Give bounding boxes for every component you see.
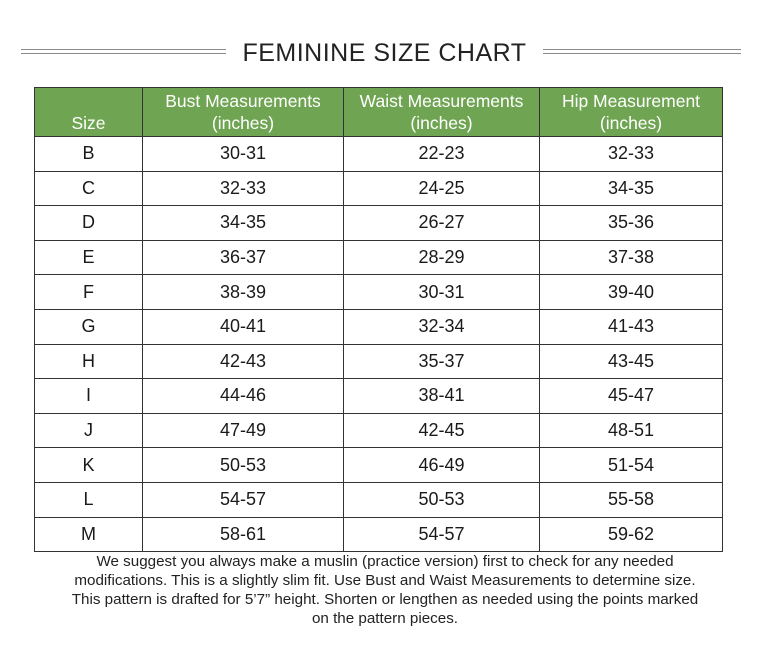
header-waist-line2: (inches) (410, 113, 473, 133)
title-rule-left (21, 49, 226, 54)
bust-cell: 47-49 (143, 413, 344, 448)
table-header-row (35, 88, 723, 137)
waist-cell: 22-23 (344, 137, 540, 172)
bust-cell: 34-35 (143, 206, 344, 241)
bust-cell: 40-41 (143, 309, 344, 344)
size-cell: H (35, 344, 143, 379)
size-cell: K (35, 448, 143, 483)
header-waist (344, 88, 540, 137)
hip-cell: 51-54 (540, 448, 723, 483)
waist-cell: 24-25 (344, 171, 540, 206)
size-cell: L (35, 482, 143, 517)
bust-cell: 50-53 (143, 448, 344, 483)
size-cell: F (35, 275, 143, 310)
size-cell: J (35, 413, 143, 448)
hip-cell: 35-36 (540, 206, 723, 241)
header-hip (540, 88, 723, 137)
hip-cell: 59-62 (540, 517, 723, 552)
header-hip-line2: (inches) (599, 113, 663, 133)
table-row (35, 448, 723, 483)
waist-cell: 26-27 (344, 206, 540, 241)
waist-cell: 50-53 (344, 482, 540, 517)
header-bust-line1: Bust Measurements (165, 91, 321, 111)
table-row (35, 171, 723, 206)
bust-cell: 42-43 (143, 344, 344, 379)
bust-cell: 30-31 (143, 137, 344, 172)
waist-cell: 38-41 (344, 379, 540, 414)
hip-cell: 48-51 (540, 413, 723, 448)
bust-cell: 54-57 (143, 482, 344, 517)
header-hip-line1: Hip Measurement (561, 91, 701, 111)
hip-cell: 43-45 (540, 344, 723, 379)
hip-cell: 39-40 (540, 275, 723, 310)
header-bust (143, 88, 344, 137)
waist-cell: 32-34 (344, 309, 540, 344)
hip-cell: 37-38 (540, 240, 723, 275)
fit-note-line: modifications. This is a slightly slim fit. Use Bust and Waist Measurements to determine size. (74, 572, 696, 589)
fit-note-line: We suggest you always make a muslin (practice version) first to check for any needed (96, 553, 674, 570)
table-row (35, 309, 723, 344)
table-body (35, 137, 723, 552)
hip-cell: 55-58 (540, 482, 723, 517)
page-title: FEMININE SIZE CHART (242, 39, 527, 67)
table-row (35, 275, 723, 310)
header-size (35, 88, 143, 137)
header-size-line2: Size (71, 113, 106, 133)
waist-cell: 30-31 (344, 275, 540, 310)
size-cell: G (35, 309, 143, 344)
size-cell: M (35, 517, 143, 552)
table-row (35, 206, 723, 241)
table-row (35, 379, 723, 414)
hip-cell: 41-43 (540, 309, 723, 344)
size-cell: D (35, 206, 143, 241)
waist-cell: 46-49 (344, 448, 540, 483)
waist-cell: 42-45 (344, 413, 540, 448)
bust-cell: 58-61 (143, 517, 344, 552)
header-bust-line2: (inches) (211, 113, 275, 133)
table-row (35, 344, 723, 379)
waist-cell: 28-29 (344, 240, 540, 275)
size-cell: B (35, 137, 143, 172)
table-row (35, 137, 723, 172)
table-row (35, 413, 723, 448)
size-cell: I (35, 379, 143, 414)
header-waist-line1: Waist Measurements (359, 91, 524, 111)
bust-cell: 36-37 (143, 240, 344, 275)
title-rule-right (543, 49, 741, 54)
fit-note-line: on the pattern pieces. (311, 610, 459, 627)
hip-cell: 32-33 (540, 137, 723, 172)
table-row (35, 517, 723, 552)
size-cell: E (35, 240, 143, 275)
waist-cell: 35-37 (344, 344, 540, 379)
waist-cell: 54-57 (344, 517, 540, 552)
size-cell: C (35, 171, 143, 206)
bust-cell: 44-46 (143, 379, 344, 414)
table-row (35, 240, 723, 275)
title-row (0, 36, 770, 70)
fit-note (20, 552, 750, 628)
fit-note-line: This pattern is drafted for 5’7” height. Shorten or lengthen as needed using the points marked (71, 591, 699, 608)
size-chart-table (34, 87, 723, 552)
bust-cell: 32-33 (143, 171, 344, 206)
table-row (35, 482, 723, 517)
hip-cell: 34-35 (540, 171, 723, 206)
hip-cell: 45-47 (540, 379, 723, 414)
bust-cell: 38-39 (143, 275, 344, 310)
